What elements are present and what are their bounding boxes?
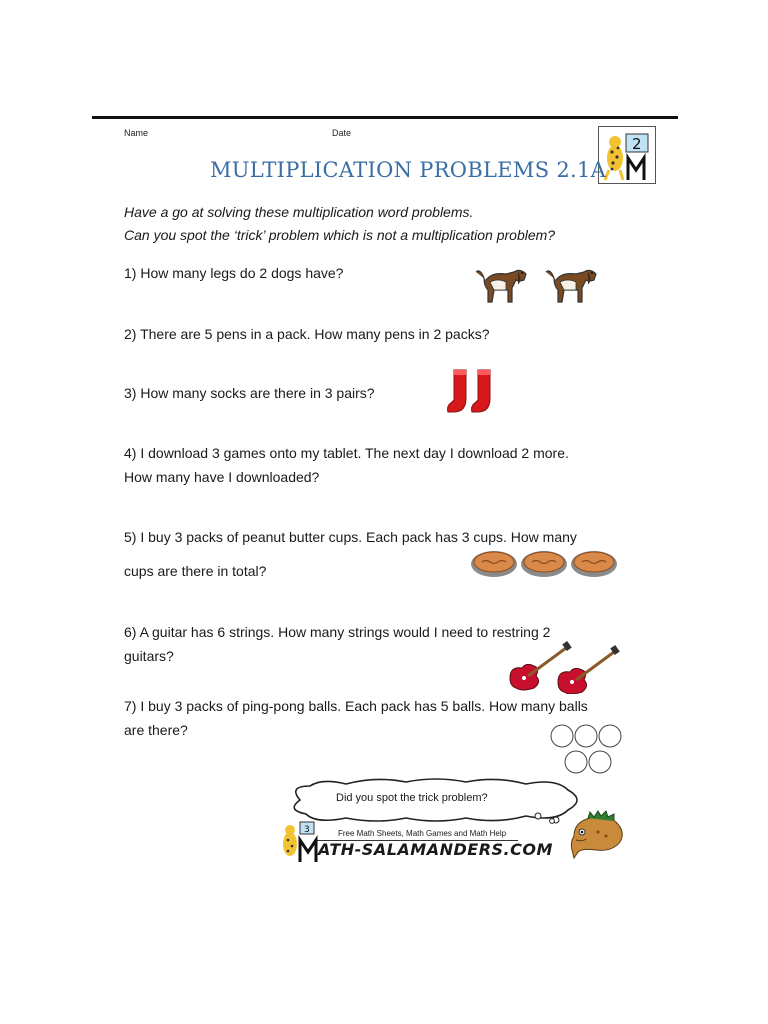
logo-number: 2: [632, 135, 642, 153]
question-1: [124, 261, 343, 285]
peanut-butter-cup-icon: [521, 551, 567, 577]
salamander-icon: [568, 806, 628, 860]
guitar-icon: [558, 645, 620, 694]
question-6: [124, 620, 550, 668]
top-rule: [92, 116, 678, 119]
question-6-line-1: 6) A guitar has 6 strings. How many strings would I need to restring 2: [124, 624, 551, 640]
question-1-line-1: 1) How many legs do 2 dogs have?: [124, 265, 344, 281]
instructions-line-2: Can you spot the ‘trick’ problem which is not a multiplication problem?: [124, 227, 556, 243]
question-7: [124, 694, 588, 742]
instructions-line-1: Have a go at solving these multiplication word problems.: [124, 204, 474, 220]
guitars-illustration: [508, 638, 620, 694]
bubble-text: Did you spot the trick problem?: [336, 792, 488, 804]
question-3-line-1: 3) How many socks are there in 3 pairs?: [124, 385, 375, 401]
bubble-trail: [530, 808, 570, 828]
peanut-butter-cup-icon: [571, 551, 617, 577]
instructions: [124, 201, 555, 247]
question-4-line-2: How many have I downloaded?: [124, 469, 320, 485]
page-title: MULTIPLICATION PROBLEMS 2.1A: [210, 158, 607, 182]
question-4-line-1: 4) I download 3 games onto my tablet. The next day I download 2 more.: [124, 445, 569, 461]
question-4: [124, 441, 569, 489]
date-label: Date: [332, 128, 352, 138]
ping-pong-balls-illustration: [548, 722, 628, 778]
name-label: Name: [124, 128, 149, 138]
peanut-butter-cups-illustration: [470, 548, 620, 580]
ping-pong-ball-icon: [589, 751, 611, 773]
question-2: [124, 322, 490, 346]
footer-brand: ATH-SALAMANDERS.COM: [318, 840, 553, 859]
footer-logo-badge: 3: [304, 825, 310, 835]
ping-pong-ball-icon: [575, 725, 597, 747]
question-5-line-2: cups are there in total?: [124, 563, 267, 579]
question-6-line-2: guitars?: [124, 648, 174, 664]
dogs-illustration: [472, 258, 602, 308]
logo-badge: [598, 126, 656, 184]
question-7-line-2: are there?: [124, 722, 188, 738]
ping-pong-ball-icon: [565, 751, 587, 773]
ping-pong-ball-icon: [599, 725, 621, 747]
question-3: [124, 381, 375, 405]
question-7-line-1: 7) I buy 3 packs of ping-pong balls. Each pack has 5 balls. How many balls: [124, 698, 588, 714]
dog-icon: [476, 270, 526, 302]
footer-tagline: Free Math Sheets, Math Games and Math Help: [338, 829, 507, 838]
peanut-butter-cup-icon: [471, 551, 517, 577]
socks-icon: [446, 368, 502, 416]
ping-pong-ball-icon: [551, 725, 573, 747]
question-2-line-1: 2) There are 5 pens in a pack. How many pens in 2 packs?: [124, 326, 490, 342]
question-5-line-1: 5) I buy 3 packs of peanut butter cups. Each pack has 3 cups. How many: [124, 529, 577, 545]
dog-icon: [546, 270, 596, 302]
